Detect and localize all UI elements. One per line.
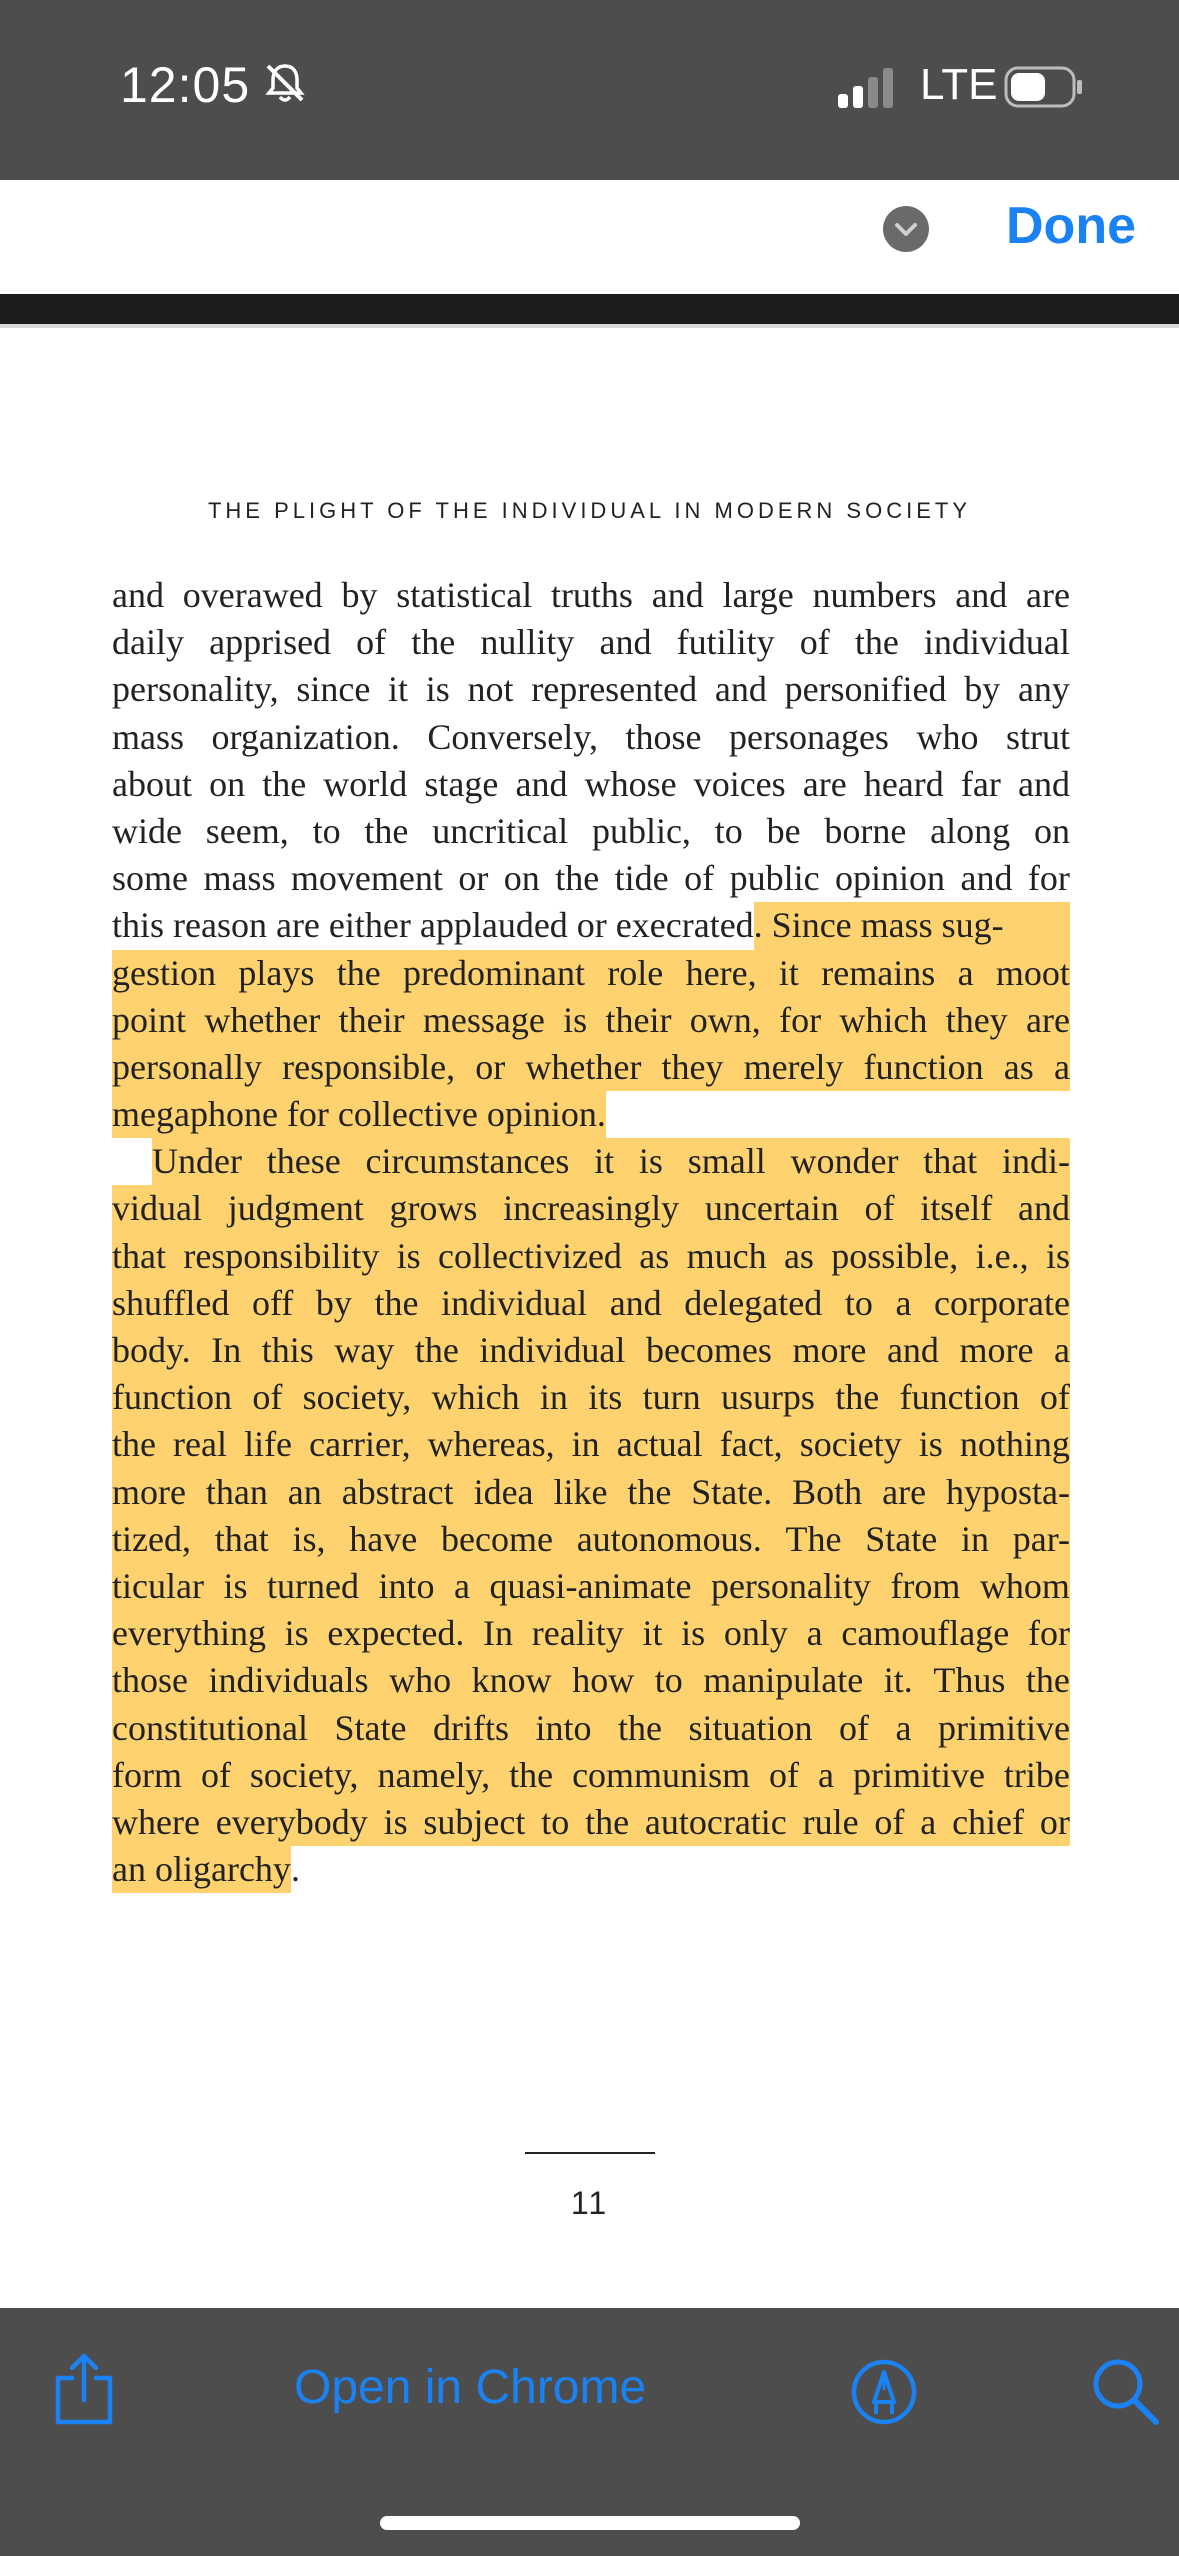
silent-bell-icon xyxy=(262,60,308,106)
folio-rule xyxy=(525,2152,655,2154)
highlighted-line[interactable]: gestion plays the predominant role here, it remains a moot xyxy=(112,950,1070,997)
highlighted-line[interactable]: constitutional State drifts into the situation of a primitive xyxy=(112,1705,1070,1752)
highlighted-line[interactable]: function of society, which in its turn usurps the function of xyxy=(112,1374,1070,1421)
highlighted-line[interactable]: point whether their message is their own, for which they are xyxy=(112,997,1070,1044)
highlighted-line[interactable]: those individuals who know how to manipulate it. Thus the xyxy=(112,1657,1070,1704)
highlighted-line[interactable]: the real life carrier, whereas, in actual fact, society is nothing xyxy=(112,1421,1070,1468)
highlighted-line[interactable]: Under these circumstances it is small wonder that indi- xyxy=(112,1138,1070,1185)
search-icon[interactable] xyxy=(1090,2356,1160,2426)
page-body xyxy=(112,572,1070,1893)
highlighted-line[interactable]: everything is expected. In reality it is only a camouflage for xyxy=(112,1610,1070,1657)
text-line: mass organization. Conversely, those personages who strut xyxy=(112,716,1070,757)
text-line: and overawed by statistical truths and large numbers and are xyxy=(112,575,1070,615)
page-number: 11 xyxy=(570,2185,609,2221)
highlighted-line[interactable]: where everybody is subject to the autocratic rule of a chief or xyxy=(112,1799,1070,1846)
highlighted-line[interactable]: form of society, namely, the communism of a primitive tribe xyxy=(112,1752,1070,1799)
markup-pen-icon[interactable] xyxy=(850,2358,918,2426)
running-head: THE PLIGHT OF THE INDIVIDUAL IN MODERN SOCIETY xyxy=(207,498,971,523)
highlighted-line[interactable]: body. In this way the individual becomes more and more a xyxy=(112,1327,1070,1374)
chevron-down-icon[interactable] xyxy=(883,206,929,252)
text-line: this reason are either applauded or execrated . Since mass sug- xyxy=(112,902,1070,949)
share-icon[interactable] xyxy=(52,2352,116,2426)
page-separator xyxy=(0,324,1179,328)
document-title[interactable]: jung-the-undiscovered-self-1957 xyxy=(62,197,808,255)
text-line: some mass movement or on the tide of public opinion and for xyxy=(112,858,1070,899)
toolbar-divider xyxy=(0,294,1179,324)
network-type: LTE xyxy=(920,60,998,109)
status-time: 12:05 xyxy=(120,57,251,113)
highlighted-line[interactable]: tized, that is, have become autonomous. The State in par- xyxy=(112,1516,1070,1563)
highlighted-line[interactable]: that responsibility is collectivized as much as possible, i.e., is xyxy=(112,1233,1070,1280)
highlighted-line[interactable]: an oligarchy . xyxy=(112,1846,1070,1893)
home-indicator[interactable] xyxy=(380,2516,800,2530)
highlighted-line[interactable]: vidual judgment grows increasingly uncertain of itself and xyxy=(112,1185,1070,1232)
text-line: wide seem, to the uncritical public, to be borne along on xyxy=(112,810,1070,851)
highlighted-line[interactable]: ticular is turned into a quasi-animate personality from whom xyxy=(112,1563,1070,1610)
highlighted-line[interactable]: more than an abstract idea like the State. Both are hyposta- xyxy=(112,1469,1070,1516)
highlight[interactable]: . Since mass sug- xyxy=(754,902,1070,949)
text-line: personality, since it is not represented and personified by any xyxy=(112,669,1070,710)
open-in-chrome-button[interactable]: Open in Chrome xyxy=(294,2361,647,2414)
highlighted-line[interactable]: shuffled off by the individual and delegated to a corporate xyxy=(112,1280,1070,1327)
battery-icon xyxy=(1004,66,1084,108)
done-button[interactable]: Done xyxy=(1006,197,1136,255)
text-line: about on the world stage and whose voices are heard far and xyxy=(112,763,1070,804)
highlighted-line[interactable]: personally responsible, or whether they merely function as a xyxy=(112,1044,1070,1091)
text-line: daily apprised of the nullity and futility of the individual xyxy=(112,622,1070,663)
highlighted-line[interactable]: megaphone for collective opinion. xyxy=(112,1091,1070,1138)
cellular-signal-icon xyxy=(838,68,898,108)
